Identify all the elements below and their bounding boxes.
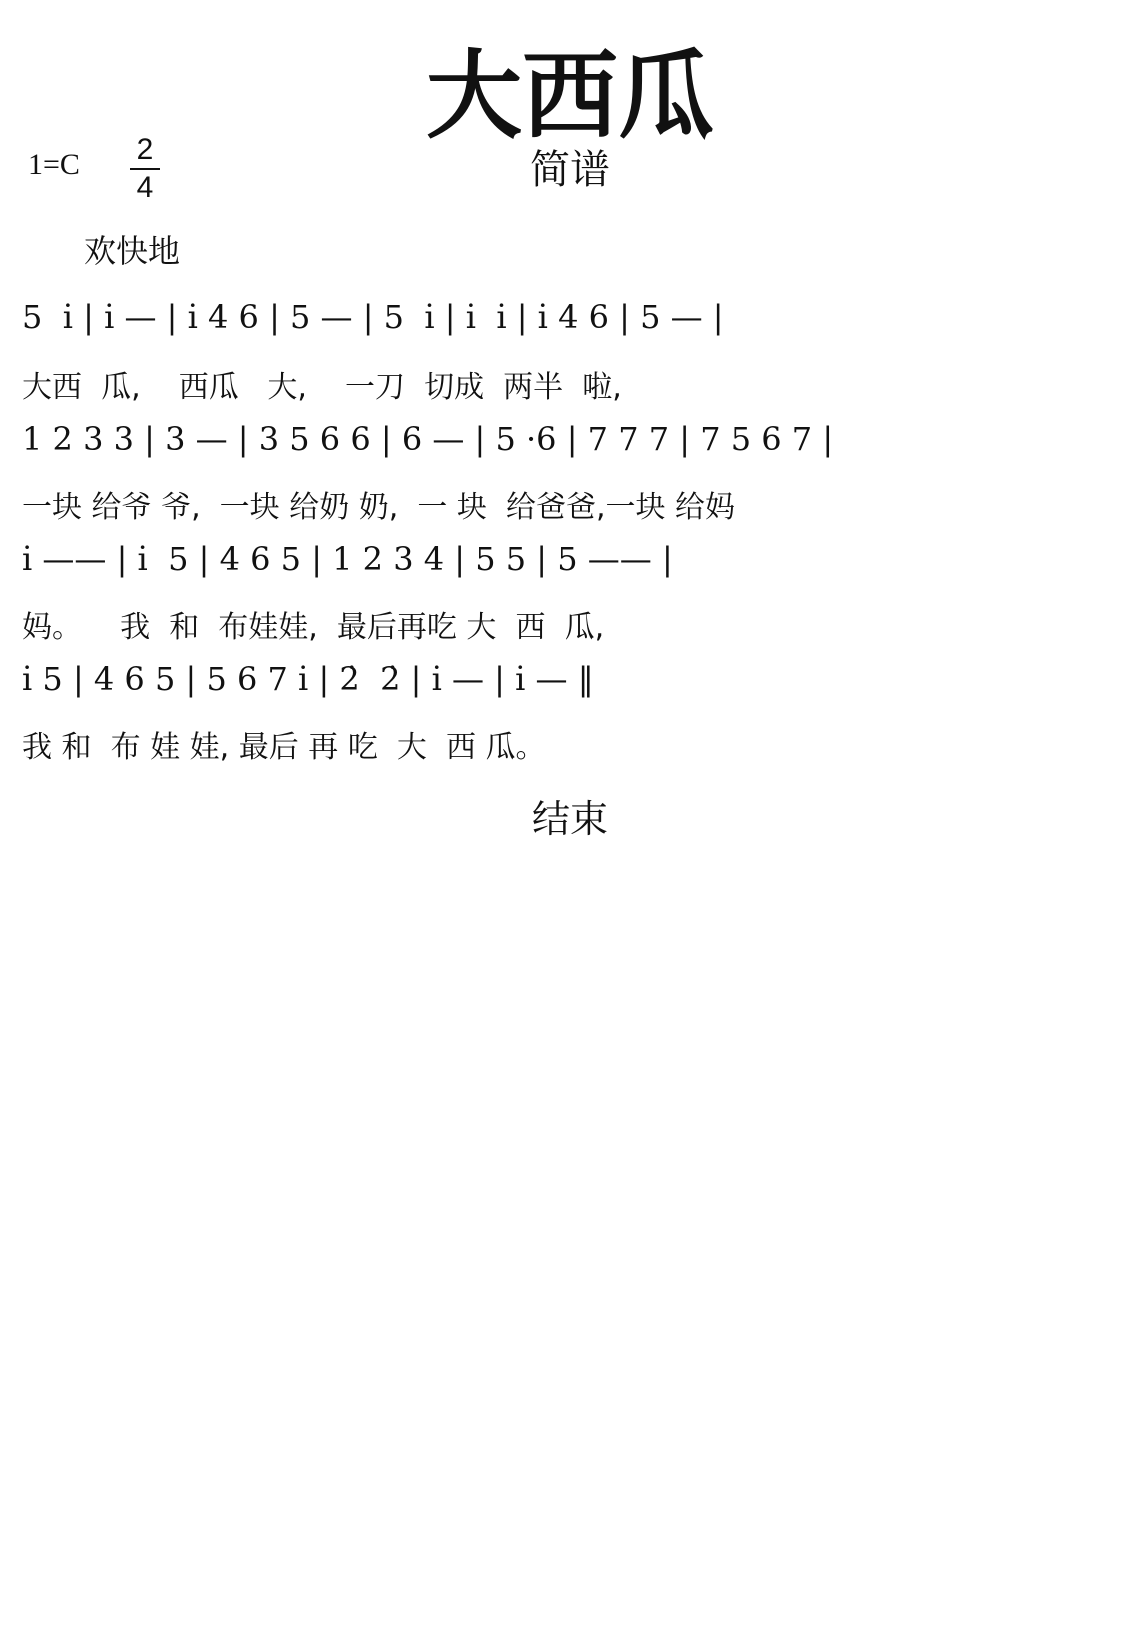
lyric-line-3: 妈。 我 和 布娃娃, 最后再吃 大 西 瓜,	[22, 610, 605, 645]
score-line-4: i̇ 5 | 4 6 5 | 5 6 7 i̇ | 2̇ 2̇ | i̇ — | i̇ — ‖	[22, 660, 594, 698]
song-title: 大西瓜	[426, 40, 714, 152]
time-signature-bottom: 4	[136, 171, 154, 204]
time-signature	[130, 134, 160, 204]
song-subtitle: 简谱	[530, 147, 610, 193]
score-line-3: i̇ —— | i̇ 5 | 4 6 5 | 1 2 3 4 | 5 5 | 5 —— |	[22, 540, 673, 578]
score-line-2: 1 2 3 3 | 3 — | 3 5 6 6 | 6 — | 5 ·6 | 7 7 7 | 7 5 6 7 |	[22, 420, 834, 458]
score-line-1: 5 i̇ | i̇ — | i̇ 4 6 | 5 — | 5 i̇ | i̇ i̇ | i̇ 4 6 | 5 — |	[22, 298, 724, 336]
ending-label: 结束	[531, 797, 608, 841]
tempo-marking: 欢快地	[84, 232, 181, 270]
lyric-line-1: 大西 瓜, 西瓜 大, 一刀 切成 两半 啦,	[22, 370, 622, 405]
key-signature: 1=C	[28, 148, 80, 181]
lyric-line-4: 我 和 布 娃 娃, 最后 再 吃 大 西 瓜。	[22, 730, 546, 765]
lyric-line-2: 一块 给爷 爷, 一块 给奶 奶, 一 块 给爸爸,一块 给妈	[22, 490, 736, 525]
time-signature-top: 2	[136, 133, 154, 166]
time-signature-divider	[130, 168, 160, 170]
